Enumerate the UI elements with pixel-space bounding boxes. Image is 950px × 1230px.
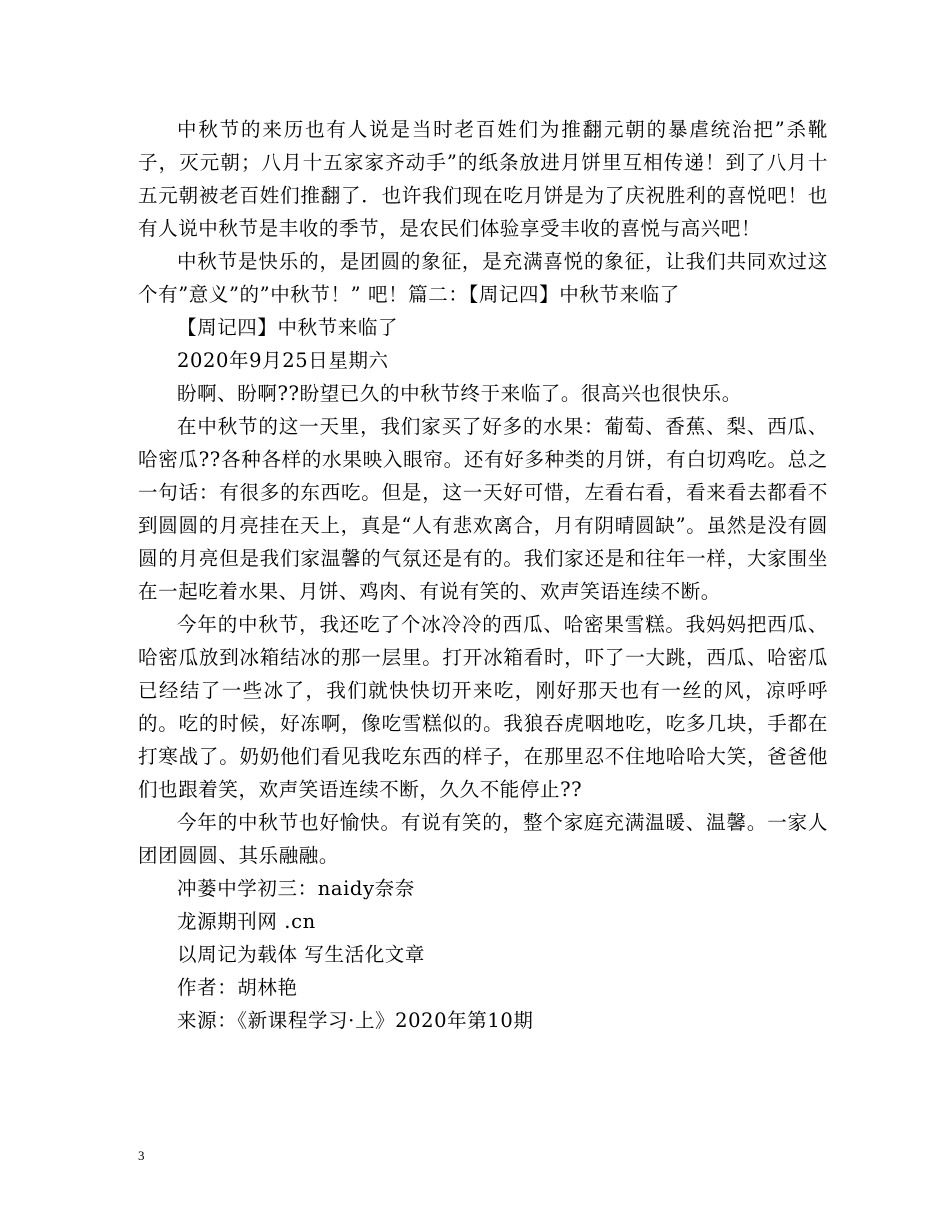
paragraph-mid-autumn-origin: 中秋节的来历也有人说是当时老百姓们为推翻元朝的暴虐统治把”杀靴子，灭元朝；八月十五家家齐动手”的纸条放进月饼里互相传递！到了八月十五元朝被老百姓们推翻了．也许我们现在吃月饼是为了庆祝胜利的喜悦吧！也有人说中秋节是丰收的季节，是农民们体验享受丰收的喜悦与高兴吧！	[138, 118, 828, 240]
paragraph-anticipation: 盼啊、盼啊??盼望已久的中秋节终于来临了。很高兴也很快乐。	[177, 382, 742, 405]
paragraph-happy-reunion: 今年的中秋节也好愉快。有说有笑的，整个家庭充满温暖、温馨。一家人团团圆圆、其乐融融。	[138, 811, 828, 867]
paragraph-frozen-melon: 今年的中秋节，我还吃了个冰冷冷的西瓜、哈密果雪糕。我妈妈把西瓜、哈密瓜放到冰箱结冰的那一层里。打开冰箱看时，吓了一大跳，西瓜、哈密瓜已经结了一些冰了，我们就快快切开来吃，刚好那天也有一丝的风，凉呼呼的。吃的时候，好冻啊，像吃雪糕似的。我狼吞虎咽地吃，吃多几块，手都在打寒战了。奶奶他们看见我吃东西的样子，在那里忍不住地哈哈大笑，爸爸他们也跟着笑，欢声笑语连续不断，久久不能停止??	[138, 613, 828, 801]
page-number: 3	[138, 1148, 145, 1163]
author-signature: 冲蒌中学初三：naidy奈奈	[177, 877, 415, 900]
journal-date: 2020年9月25日星期六	[177, 349, 389, 372]
document-body	[138, 113, 828, 1037]
paragraph-fruits-mooncakes: 在中秋节的这一天里，我们家买了好多的水果：葡萄、香蕉、梨、西瓜、哈密瓜??各种各样的水果映入眼帘。还有好多种类的月饼，有白切鸡吃。总之一句话：有很多的东西吃。但是，这一天好可惜，左看右看，看来看去都看不到圆圆的月亮挂在天上，真是“人有悲欢离合，月有阴晴圆缺”。虽然是没有圆圆的月亮但是我们家温馨的气氛还是有的。我们家还是和往年一样，大家围坐在一起吃着水果、月饼、鸡肉、有说有笑的、欢声笑语连续不断。	[138, 415, 828, 603]
article-source: 来源：《新课程学习·上》2020年第10期	[177, 1009, 534, 1032]
publisher-line: 龙源期刊网 .cn	[177, 910, 316, 933]
article-title: 以周记为载体 写生活化文章	[177, 943, 425, 966]
article-author: 作者：胡林艳	[177, 976, 298, 999]
paragraph-mid-autumn-joy: 中秋节是快乐的，是团圆的象征，是充满喜悦的象征，让我们共同欢过这个有”意义”的”中秋节！” 吧！篇二：【周记四】中秋节来临了	[138, 250, 828, 306]
journal-title: 【周记四】中秋节来临了	[177, 316, 399, 339]
